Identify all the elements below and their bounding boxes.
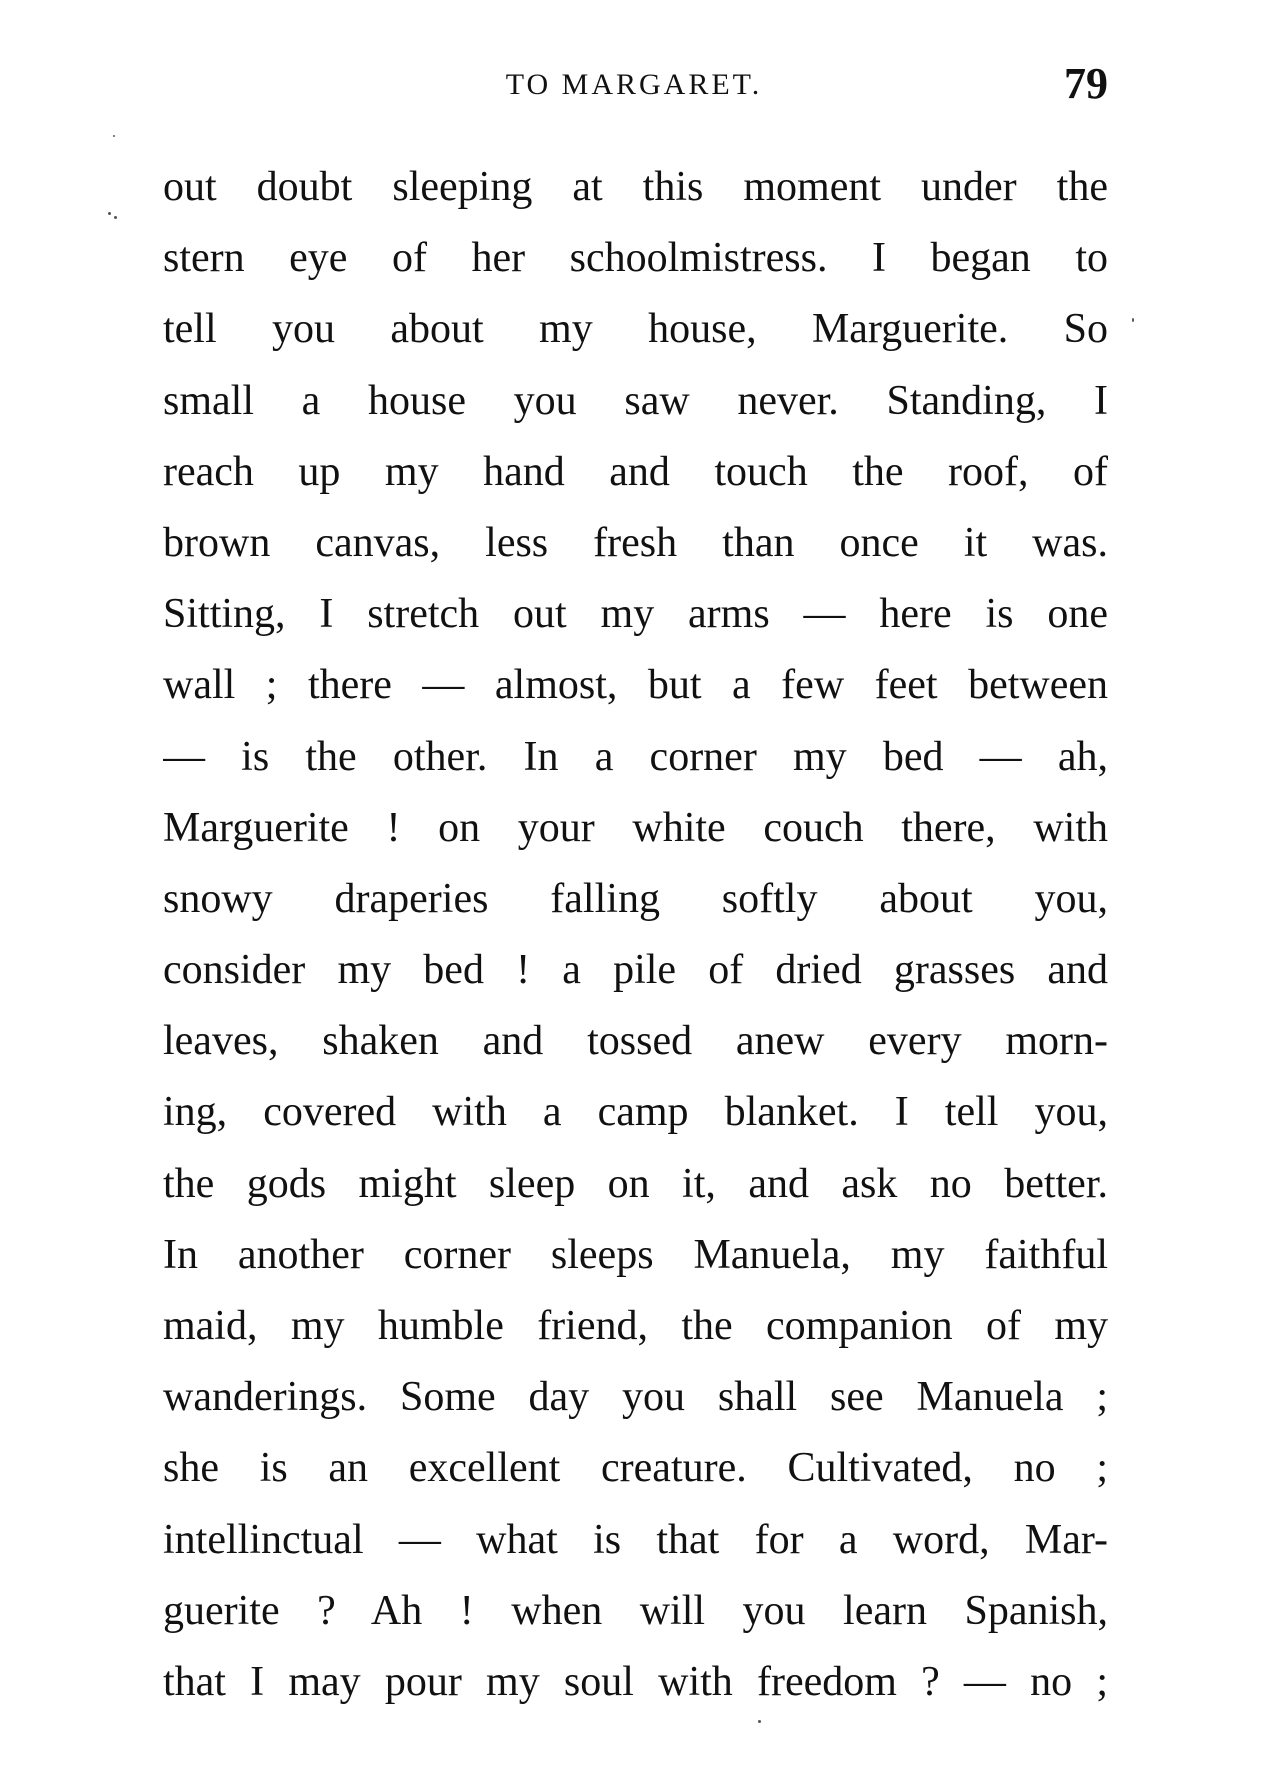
- text-line: [163, 508, 1108, 579]
- text-line-content: brown canvas, less fresh than once it was.: [163, 519, 1108, 566]
- text-line: [163, 437, 1108, 508]
- text-line: [163, 1006, 1108, 1077]
- text-line: [163, 1362, 1108, 1433]
- text-line: [163, 793, 1108, 864]
- scan-speck: [114, 216, 117, 219]
- text-line-content: guerite ? Ah ! when will you learn Spanish,: [163, 1587, 1108, 1634]
- text-line: [163, 864, 1108, 935]
- text-line: [163, 650, 1108, 721]
- scan-speck: [108, 212, 111, 215]
- text-line-content: stern eye of her schoolmistress. I began to: [163, 235, 1108, 282]
- body-text: [163, 152, 1108, 1718]
- text-line: [163, 152, 1108, 223]
- page-number: 79: [1064, 59, 1108, 108]
- text-line-content: leaves, shaken and tossed anew every morn-: [163, 1018, 1108, 1065]
- text-line-content: the gods might sleep on it, and ask no better.: [163, 1160, 1108, 1207]
- text-line: [163, 366, 1108, 437]
- scan-speck: [113, 135, 115, 137]
- text-line-content: Marguerite ! on your white couch there, with: [163, 804, 1108, 851]
- text-line-content: tell you about my house, Marguerite. So: [163, 306, 1108, 353]
- text-line: [163, 294, 1108, 365]
- text-line-content: consider my bed ! a pile of dried grasses and: [163, 947, 1108, 994]
- text-line-content: In another corner sleeps Manuela, my faithful: [163, 1231, 1108, 1278]
- text-line-content: small a house you saw never. Standing, I: [163, 377, 1108, 424]
- text-line: [163, 223, 1108, 294]
- text-line-content: maid, my humble friend, the companion of my: [163, 1303, 1108, 1349]
- text-line: [163, 1077, 1108, 1148]
- text-line-content: reach up my hand and touch the roof, of: [163, 448, 1108, 495]
- running-head: [160, 58, 1108, 118]
- scan-speck: [758, 1720, 761, 1723]
- text-line-content: intellinctual — what is that for a word, Mar-: [163, 1516, 1108, 1563]
- text-line-content: that I may pour my soul with freedom ? — no ;: [163, 1658, 1108, 1705]
- text-line-content: she is an excellent creature. Cultivated, no ;: [163, 1445, 1108, 1492]
- text-line-content: — is the other. In a corner my bed — ah,: [163, 733, 1108, 780]
- text-line: [163, 1291, 1108, 1362]
- text-line: [163, 1433, 1108, 1504]
- text-line: [163, 1647, 1108, 1718]
- text-line-content: snowy draperies falling softly about you,: [163, 875, 1108, 922]
- text-line: [163, 1220, 1108, 1291]
- text-line-content: ing, covered with a camp blanket. I tell you,: [163, 1089, 1108, 1136]
- text-line: [163, 1576, 1108, 1647]
- text-line-content: wall ; there — almost, but a few feet between: [163, 662, 1108, 709]
- text-line: [163, 1505, 1108, 1576]
- scan-speck: [1132, 318, 1134, 322]
- text-line: [163, 1149, 1108, 1220]
- text-line-content: Sitting, I stretch out my arms — here is one: [163, 591, 1108, 638]
- text-line-content: out doubt sleeping at this moment under the: [163, 164, 1108, 210]
- text-line: [163, 722, 1108, 793]
- text-line: [163, 579, 1108, 650]
- text-line-content: wanderings. Some day you shall see Manuela ;: [163, 1374, 1108, 1421]
- running-title: TO MARGARET.: [505, 68, 763, 101]
- text-line: [163, 935, 1108, 1006]
